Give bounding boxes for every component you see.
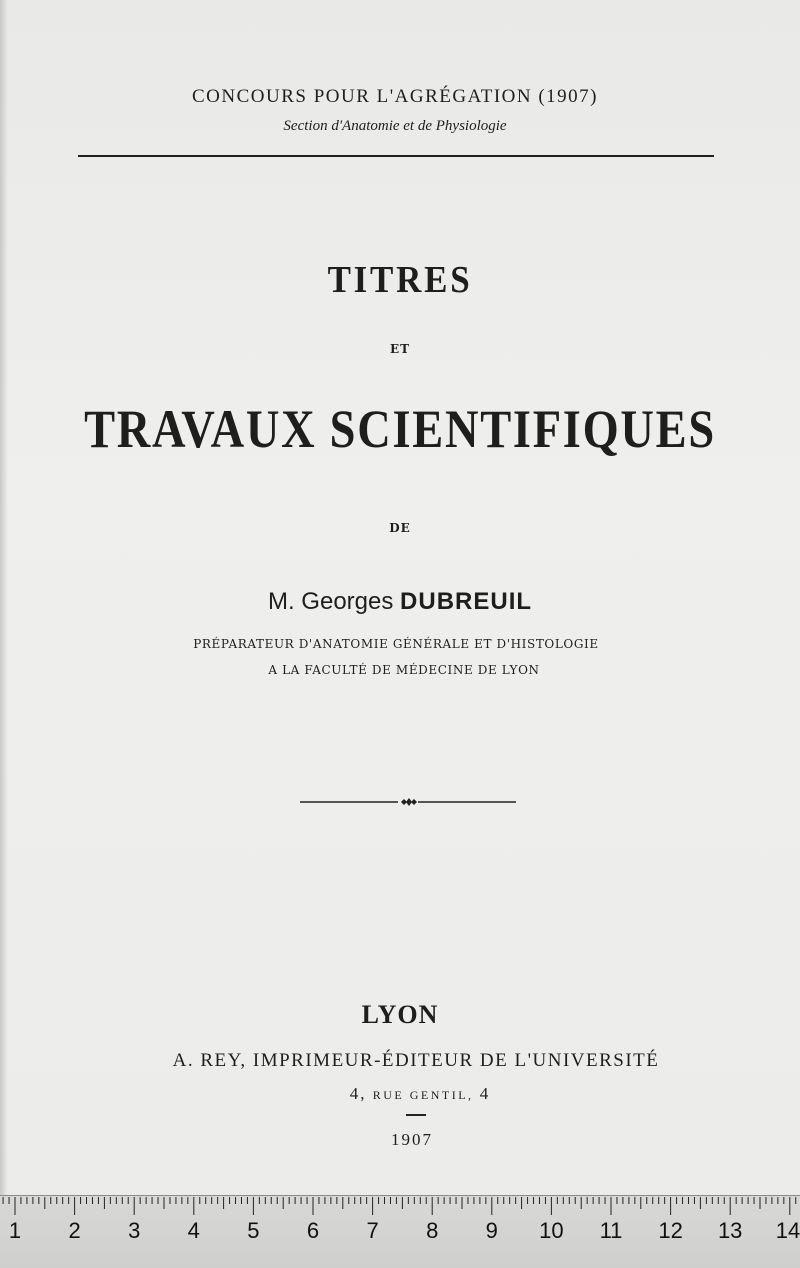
address-number-right: 4 xyxy=(479,1084,491,1103)
author-position-line-1: PRÉPARATEUR D'ANATOMIE GÉNÉRALE ET D'HISTOLOGIE xyxy=(193,637,599,651)
ruler-label: 6 xyxy=(306,1218,320,1243)
ruler-label: 11 xyxy=(599,1218,623,1243)
section-subheading: Section d'Anatomie et de Physiologie xyxy=(283,118,507,134)
ruler-label: 3 xyxy=(128,1218,141,1243)
author-position-line-2: A LA FACULTÉ DE MÉDECINE DE LYON xyxy=(268,663,540,677)
title-preposition: DE xyxy=(389,521,411,535)
title-line-1: TITRES xyxy=(327,259,473,301)
ruler-label: 12 xyxy=(658,1218,683,1243)
ruler-label: 9 xyxy=(485,1218,498,1243)
ruler-label: 4 xyxy=(187,1218,200,1243)
title-line-2: TRAVAUX SCIENTIFIQUES xyxy=(84,399,716,459)
ruler-label: 1 xyxy=(8,1218,22,1243)
ruler-label: 2 xyxy=(68,1218,81,1243)
imprint-publisher: A. REY, IMPRIMEUR-ÉDITEUR DE L'UNIVERSITÉ xyxy=(172,1050,660,1071)
imprint-address xyxy=(20,1084,800,1104)
title-conjunction: ET xyxy=(389,342,411,356)
ruler-label: 5 xyxy=(247,1218,260,1243)
address-number-left: 4, xyxy=(349,1084,367,1103)
address-street: RUE GENTIL, xyxy=(372,1088,474,1102)
header-rule-dashes xyxy=(78,155,140,157)
ornamental-divider xyxy=(300,794,516,810)
ruler-label: 10 xyxy=(539,1218,564,1243)
measuring-ruler xyxy=(0,1195,800,1268)
ruler-label: 8 xyxy=(426,1218,439,1243)
competition-heading: CONCOURS POUR L'AGRÉGATION (1907) xyxy=(191,86,599,107)
author-name xyxy=(0,588,800,616)
author-surname: DUBREUIL xyxy=(400,588,533,615)
header-rule xyxy=(78,155,714,157)
ruler-label: 7 xyxy=(366,1218,379,1243)
ruler-label: 14 xyxy=(775,1218,800,1243)
imprint-year: 1907 xyxy=(391,1130,433,1149)
author-given-name: M. Georges xyxy=(267,588,394,615)
imprint-city: LYON xyxy=(361,1000,439,1029)
ruler-label: 13 xyxy=(717,1218,743,1243)
imprint-dash xyxy=(406,1114,426,1116)
